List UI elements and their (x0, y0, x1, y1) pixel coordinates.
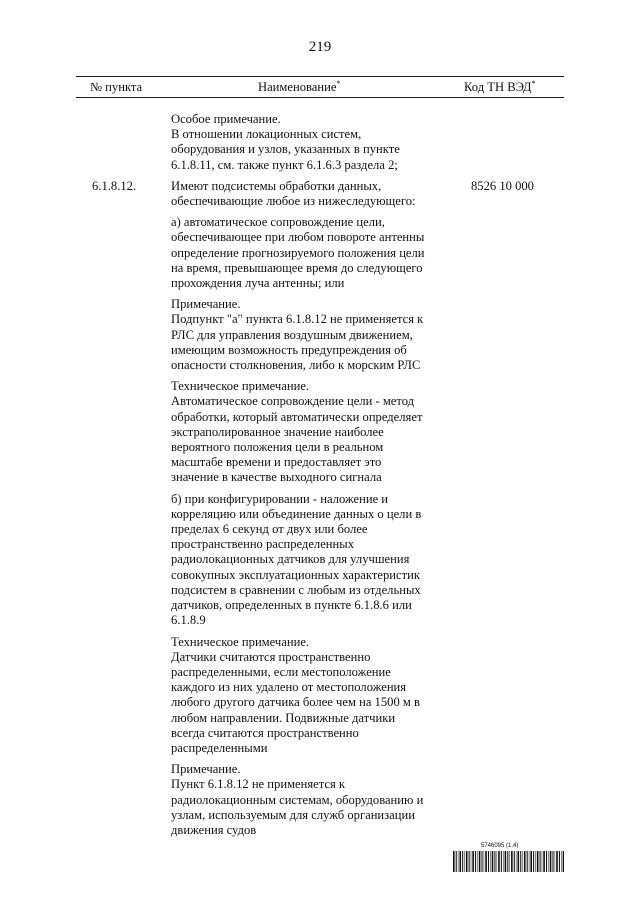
text-line: 6.1.8.9 (171, 613, 206, 628)
text-line: распределенными, если местоположение (171, 664, 391, 679)
text-line: Подпункт "а" пункта 6.1.8.12 не применяется к (171, 312, 424, 327)
text-line: оборудования и узлов, указанных в пункте (171, 142, 400, 157)
text-line: обработки, который автоматически определяет (171, 409, 423, 424)
description-paragraph (171, 379, 443, 485)
column-header-code-text: Код ТН ВЭД (464, 80, 532, 94)
text-line: экстраполированное значение наиболее (171, 424, 384, 439)
description-paragraph (171, 215, 443, 291)
description-paragraph (171, 179, 443, 209)
description-paragraph (171, 112, 443, 173)
text-line: совокупных эксплуатационных характеристик (171, 567, 420, 582)
table-row (0, 112, 640, 173)
table-header (76, 76, 564, 98)
column-header-name (258, 80, 340, 95)
text-line: обеспечивающие любое из нижеследующего: (171, 194, 416, 209)
text-line: пространственно распределенных (171, 537, 355, 552)
barcode-icon (453, 851, 564, 872)
text-line: вероятного положения цели в реальном (171, 440, 384, 455)
text-line: опасности столкновения, либо к морским РЛС (171, 358, 421, 373)
table-body (0, 112, 640, 844)
column-header-name-text: Наименование (258, 80, 337, 94)
text-line: Техническое примечание. (171, 634, 310, 649)
item-description (171, 179, 443, 838)
text-line: любом направлении. Подвижные датчики (171, 710, 396, 725)
item-description (171, 112, 443, 173)
description-paragraph (171, 492, 443, 629)
text-line: прохождения луча антенны; или (171, 276, 345, 291)
text-line: распределенными (171, 740, 268, 755)
text-line: масштабе времени и предоставляет это (171, 455, 382, 470)
text-line: Автоматическое сопровождение цели - метод (171, 394, 415, 409)
description-paragraph (171, 635, 443, 757)
text-line: РЛС для управления воздушным движением, (171, 327, 413, 342)
text-line: всегда считаются пространственно (171, 725, 359, 740)
text-line: узлам, используемым для служб организации (171, 807, 415, 822)
item-number: 6.1.8.12. (92, 178, 137, 193)
document-code: 5746095 (1.4) (481, 843, 519, 849)
text-line: радиолокационным системам, оборудованию и (171, 792, 424, 807)
text-line: каждого из них удалено от местоположения (171, 680, 407, 695)
page-number: 219 (308, 39, 332, 55)
text-line: подсистем в сравнении с любым из отдельных (171, 582, 421, 597)
text-line: движения судов (171, 822, 257, 837)
text-line: радиолокационных датчиков для улучшения (171, 552, 410, 567)
text-line: пределах 6 секунд от двух или более (171, 522, 368, 537)
table-row (0, 179, 640, 838)
column-header-code (464, 80, 535, 95)
text-line: любого другого датчика более чем на 1500 м в (171, 695, 420, 710)
text-line: Особое примечание. (171, 112, 281, 126)
text-line: датчиков, определенных в пункте 6.1.8.6 или (171, 598, 412, 613)
text-line: Датчики считаются пространственно (171, 649, 371, 664)
footnote-mark: * (336, 78, 341, 88)
column-header-number: № пункта (90, 80, 143, 94)
text-line: значение в качестве выходного сигнала (171, 470, 382, 485)
text-line: Примечание. (171, 297, 241, 312)
footnote-mark: * (531, 78, 536, 88)
text-line: а) автоматическое сопровождение цели, (171, 215, 385, 230)
text-line: б) при конфигурировании - наложение и (171, 491, 389, 506)
text-line: Примечание. (171, 762, 241, 777)
text-line: корреляцию или объединение данных о цели в (171, 506, 422, 521)
text-line: Пункт 6.1.8.12 не применяется к (171, 777, 346, 792)
text-line: обеспечивающее при любом повороте антенны (171, 230, 425, 245)
text-line: определение прогнозируемого положения цели (171, 245, 425, 260)
text-line: В отношении локационных систем, (171, 127, 362, 142)
tn-ved-code: 8526 10 000 (471, 178, 534, 193)
text-line: 6.1.8.11, см. также пункт 6.1.6.3 раздела 2; (171, 157, 398, 172)
description-paragraph (171, 762, 443, 838)
description-paragraph (171, 297, 443, 373)
text-line: на время, превышающее время до следующего (171, 260, 423, 275)
text-line: Имеют подсистемы обработки данных, (171, 178, 382, 193)
text-line: имеющим возможность предупреждения об (171, 342, 407, 357)
text-line: Техническое примечание. (171, 379, 310, 394)
